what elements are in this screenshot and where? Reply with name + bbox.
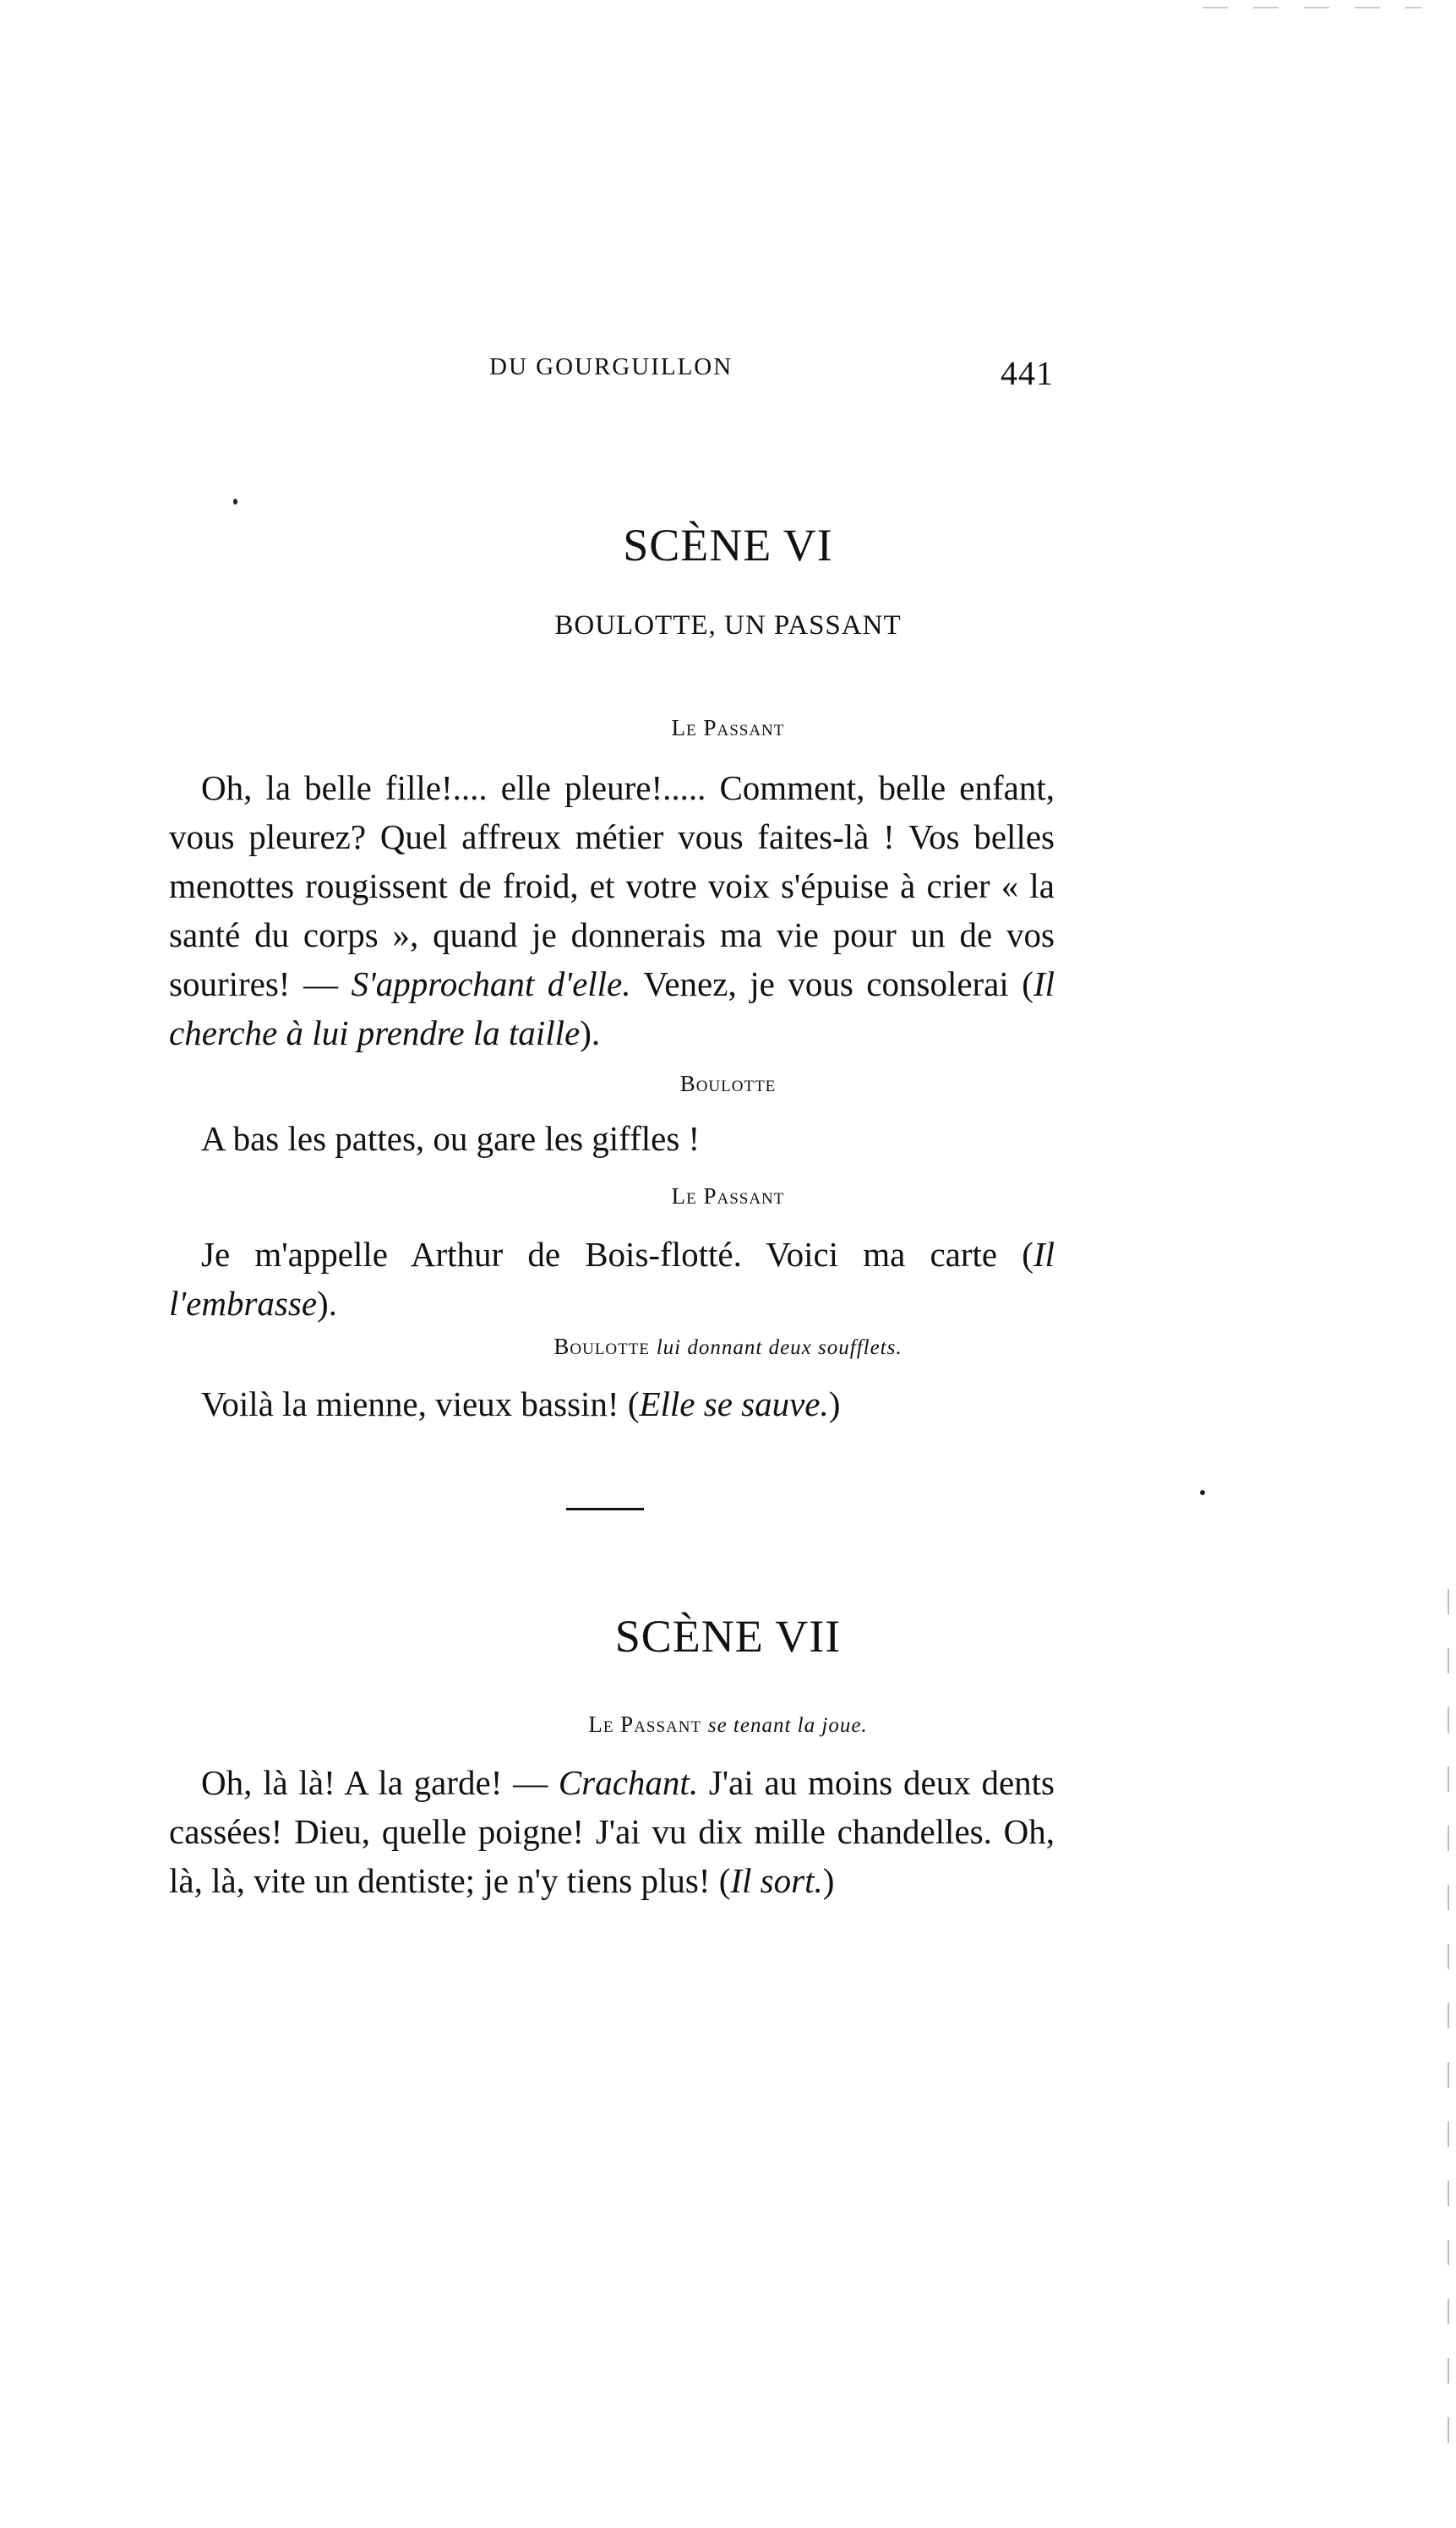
stage-direction: Il sort. [730, 1861, 823, 1900]
stage-direction: Il l'embrasse [169, 1235, 1055, 1323]
speech-text: Je m'appelle Arthur de Bois-flotté. Voici ma carte ( [201, 1235, 1033, 1274]
speech-text: Voilà la mienne, vieux bassin! ( [201, 1384, 640, 1423]
speech-boulotte-1 [169, 1114, 1055, 1163]
scene-vi-characters: BOULOTTE, UN PASSANT [554, 610, 902, 641]
speech-text: ). [580, 1013, 601, 1052]
speech-passant-1 [169, 763, 1055, 1057]
speech-passant-3 [169, 1758, 1055, 1905]
speaker-le-passant: Le Passant [671, 1183, 785, 1209]
speaker-name: Le Passant [588, 1712, 702, 1737]
ink-speck [1200, 1490, 1205, 1495]
page-number: 441 [1001, 354, 1054, 392]
speech-boulotte-2 [169, 1379, 1055, 1428]
speech-text: ) [822, 1861, 835, 1900]
scan-edge-marks-top [1202, 7, 1422, 8]
stage-direction: Elle se sauve. [639, 1384, 829, 1423]
speech-text: A bas les pattes, ou gare les giffles ! [201, 1119, 701, 1158]
stage-direction: Il cherche à lui prendre la taille [169, 964, 1055, 1052]
speaker-le-passant: Le Passant [671, 715, 785, 740]
speech-text: ). [317, 1284, 337, 1323]
speaker-boulotte-direction [0, 1334, 1456, 1360]
speaker-name: Boulotte [553, 1334, 650, 1359]
section-divider [566, 1508, 644, 1510]
speech-text: Venez, je vous consolerai ( [630, 964, 1033, 1003]
speaker-passant-direction [0, 1712, 1456, 1738]
stage-direction: S'approchant d'elle. [351, 964, 631, 1003]
speech-passant-2 [169, 1230, 1055, 1328]
stage-direction: se tenant la joue. [707, 1714, 868, 1737]
scene-vii-title: SCÈNE VII [614, 1611, 842, 1662]
speaker-boulotte: Boulotte [679, 1071, 777, 1096]
speech-text: ) [828, 1384, 841, 1423]
stage-direction: Crachant. [558, 1763, 699, 1802]
running-head: DU GOURGUILLON [489, 353, 733, 380]
ink-speck [233, 499, 237, 505]
stage-direction: lui donnant deux soufflets. [656, 1336, 903, 1359]
speech-text: Oh, là là! A la garde! — [201, 1763, 559, 1802]
speech-text: Oh, la belle fille!.... elle pleure!..... Comment, belle enfant, vous pleurez? Quel affreux métier vous faites-là ! Vos belles menottes rougissent de froid, et votre voix s'épuise à crier « la santé du corps », quand je donnerais ma vie pour un de vos sourires! — [169, 768, 1055, 1003]
speech-text: J'ai au moins deux dents cassées! Dieu, quelle poigne! J'ai vu dix mille chandelles. Oh, là, là, vite un dentiste; je n'y tiens plus! ( [169, 1763, 1055, 1900]
scene-vi-title: SCÈNE VI [623, 520, 833, 571]
